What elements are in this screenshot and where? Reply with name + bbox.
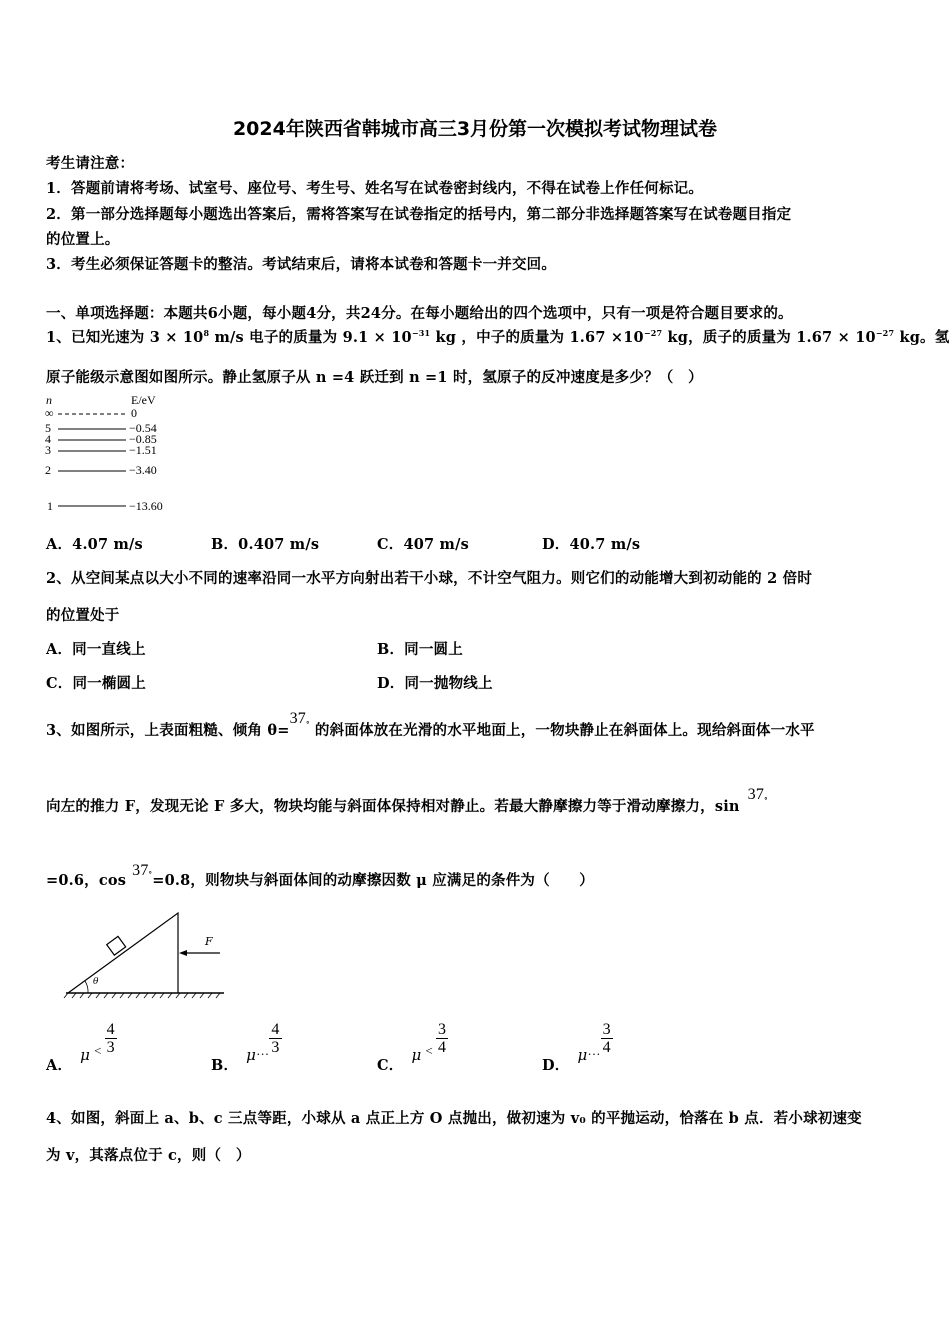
- notice-item: 1．答题前请将考场、试室号、座位号、考生号、姓名写在试卷密封线内，不得在试卷上作任何标记。: [46, 180, 704, 197]
- level-n: 3: [45, 443, 51, 457]
- q1-line2: 原子能级示意图如图所示。静止氢原子从 n =4 跃迁到 n =1 时，氢原子的反冲速度是多少？（ ）: [46, 369, 703, 386]
- level-n: ∞: [45, 406, 54, 420]
- q1-option-a[interactable]: A．4.07 m/s: [46, 536, 143, 553]
- q2-line1: 2、从空间某点以大小不同的速率沿同一水平方向射出若干小球，不计空气阻力。则它们的动能增大到初动能的 2 倍时: [46, 570, 813, 587]
- angle-label: θ: [93, 977, 99, 987]
- angle-value: 37: [747, 786, 765, 803]
- level-e: −0.85: [129, 432, 157, 446]
- q2-line2: 的位置处于: [46, 607, 120, 624]
- q3-line1: 3、如图所示，上表面粗糙、倾角 θ=37° 的斜面体放在光滑的水平地面上，一物块静止在斜面体上。现给斜面体一水平: [46, 710, 815, 739]
- degree-sign: °: [305, 720, 310, 729]
- level-e: −3.40: [129, 463, 157, 477]
- block: [107, 936, 126, 955]
- q3-option-a[interactable]: A．μ < $\frac{4}{3}$: [46, 1021, 115, 1074]
- q1-line1: 1、已知光速为 $3 \times 10^8$ m/s 电子的质量为 $9.1 \times 10^{-31}$ kg ，中子的质量为 $1.67 \times 10^{-27}$ kg，质子的质量为 $1.67 \times 10^{-27}$ kg。氢: [46, 328, 950, 346]
- q2-option-d[interactable]: D．同一抛物线上: [377, 675, 493, 692]
- notice-item: 3．考生必须保证答题卡的整洁。考试结束后，请将本试卷和答题卡一并交回。: [46, 256, 557, 273]
- angle-value: 37: [132, 862, 149, 879]
- q2-option-a[interactable]: A．同一直线上: [46, 641, 146, 658]
- q3-line3: =0.6，cos37°=0.8，则物块与斜面体间的动摩擦因数 μ 应满足的条件为（ ）: [46, 862, 594, 889]
- page-title: 2024年陕西省韩城市高三3月份第一次模拟考试物理试卷: [232, 118, 718, 140]
- energy-level-lines: [44, 405, 134, 510]
- degree-sign: °: [764, 796, 768, 805]
- angle-value: 37: [289, 710, 306, 727]
- n-axis-label: n: [46, 393, 52, 407]
- level-n: 2: [45, 463, 51, 477]
- level-n: 1: [47, 499, 53, 513]
- e-axis-label: E/eV: [131, 393, 156, 407]
- q3-line2: 向左的推力 F，发现无论 F 多大，物块均能与斜面体保持相对静止。若最大静摩擦力等于滑动摩擦力，sin37°: [46, 786, 768, 815]
- q2-option-b[interactable]: B．同一圆上: [377, 641, 463, 658]
- level-e: 0: [131, 406, 137, 420]
- q3-option-d[interactable]: D．μ… $\frac{3}{4}$: [542, 1021, 611, 1074]
- notice-heading: 考生请注意：: [46, 155, 135, 172]
- force-label: F: [205, 935, 213, 948]
- q3-option-c[interactable]: C．μ < $\frac{3}{4}$: [377, 1021, 447, 1074]
- q3-option-b[interactable]: B．μ… $\frac{4}{3}$: [211, 1021, 280, 1074]
- notice-item: 的位置上。: [46, 231, 120, 248]
- q4-line1: 4、如图，斜面上 a、b、c 三点等距，小球从 a 点正上方 O 点抛出，做初速为 v₀ 的平抛运动，恰落在 b 点．若小球初速变: [46, 1110, 862, 1127]
- level-e: −0.54: [129, 421, 157, 435]
- degree-sign: °: [148, 870, 153, 879]
- level-e: −1.51: [129, 443, 157, 457]
- notice-item: 2．第一部分选择题每小题选出答案后，需将答案写在试卷指定的括号内，第二部分非选择题答案写在试卷题目指定: [46, 206, 792, 223]
- incline-figure: [60, 905, 230, 1000]
- level-n: 4: [45, 432, 51, 446]
- q2-option-c[interactable]: C．同一椭圆上: [46, 675, 146, 692]
- level-e: −13.60: [129, 499, 163, 513]
- q1-option-b[interactable]: B．0.407 m/s: [211, 536, 320, 553]
- q4-line2: 为 v，其落点位于 c，则（ ）: [46, 1147, 251, 1164]
- q1-option-d[interactable]: D．40.7 m/s: [542, 536, 641, 553]
- q1-option-c[interactable]: C．407 m/s: [377, 536, 469, 553]
- level-n: 5: [45, 421, 51, 435]
- section-heading: 一、单项选择题：本题共6小题，每小题4分，共24分。在每小题给出的四个选项中，只有一项是符合题目要求的。: [46, 305, 793, 322]
